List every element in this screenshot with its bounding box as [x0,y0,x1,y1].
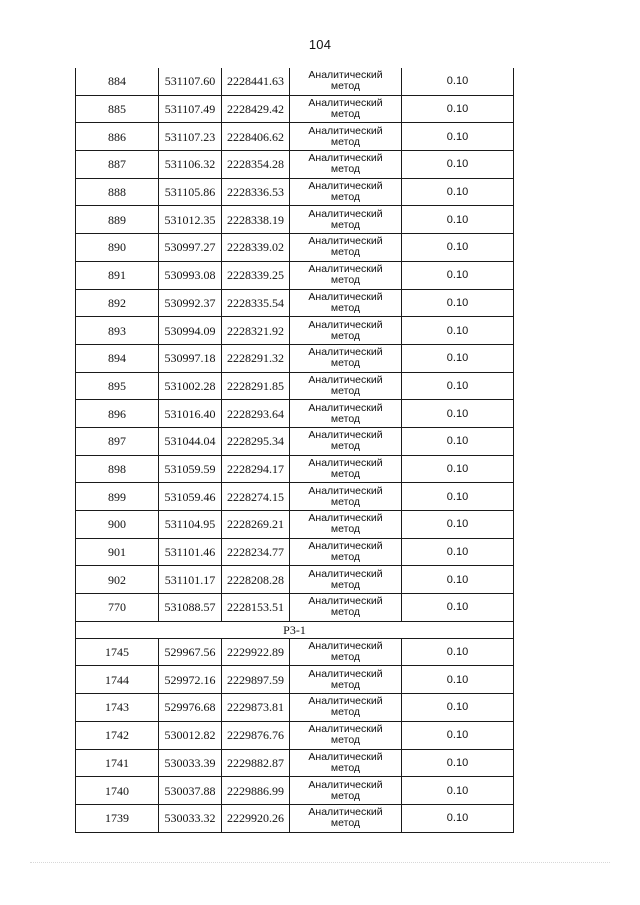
table-row [76,151,514,179]
table-row [76,804,514,832]
point-id-cell: 891 [76,261,159,289]
x-coordinate-cell: 531002.28 [159,372,222,400]
method-cell: Аналитический метод [290,261,402,289]
method-cell: Аналитический метод [290,427,402,455]
method-cell: Аналитический метод [290,749,402,777]
y-coordinate-cell: 2228335.54 [222,289,290,317]
method-cell: Аналитический метод [290,638,402,666]
y-coordinate-cell: 2228429.42 [222,95,290,123]
accuracy-cell: 0.10 [402,455,514,483]
table-row [76,95,514,123]
method-cell: Аналитический метод [290,95,402,123]
y-coordinate-cell: 2228153.51 [222,594,290,622]
accuracy-cell: 0.10 [402,234,514,262]
method-cell: Аналитический метод [290,455,402,483]
method-cell: Аналитический метод [290,234,402,262]
table-row [76,427,514,455]
accuracy-cell: 0.10 [402,427,514,455]
x-coordinate-cell: 531044.04 [159,427,222,455]
accuracy-cell: 0.10 [402,483,514,511]
y-coordinate-cell: 2229886.99 [222,777,290,805]
y-coordinate-cell: 2228291.85 [222,372,290,400]
y-coordinate-cell: 2228294.17 [222,455,290,483]
table-row [76,372,514,400]
y-coordinate-cell: 2228339.25 [222,261,290,289]
table-row [76,344,514,372]
y-coordinate-cell: 2229897.59 [222,666,290,694]
accuracy-cell: 0.10 [402,538,514,566]
point-id-cell: 897 [76,427,159,455]
point-id-cell: 892 [76,289,159,317]
x-coordinate-cell: 530033.39 [159,749,222,777]
point-id-cell: 895 [76,372,159,400]
table-row [76,638,514,666]
x-coordinate-cell: 531107.60 [159,68,222,95]
x-coordinate-cell: 531016.40 [159,400,222,428]
point-id-cell: 1742 [76,721,159,749]
coordinates-table-body [76,68,514,832]
accuracy-cell: 0.10 [402,178,514,206]
x-coordinate-cell: 531101.46 [159,538,222,566]
point-id-cell: 887 [76,151,159,179]
table-row [76,511,514,539]
point-id-cell: 896 [76,400,159,428]
method-cell: Аналитический метод [290,721,402,749]
point-id-cell: 886 [76,123,159,151]
y-coordinate-cell: 2228339.02 [222,234,290,262]
x-coordinate-cell: 531059.46 [159,483,222,511]
point-id-cell: 894 [76,344,159,372]
x-coordinate-cell: 529967.56 [159,638,222,666]
method-cell: Аналитический метод [290,151,402,179]
x-coordinate-cell: 530997.18 [159,344,222,372]
method-cell: Аналитический метод [290,804,402,832]
method-cell: Аналитический метод [290,178,402,206]
table-row [76,694,514,722]
y-coordinate-cell: 2228234.77 [222,538,290,566]
method-cell: Аналитический метод [290,206,402,234]
x-coordinate-cell: 530992.37 [159,289,222,317]
y-coordinate-cell: 2229876.76 [222,721,290,749]
point-id-cell: 1743 [76,694,159,722]
point-id-cell: 884 [76,68,159,95]
point-id-cell: 1740 [76,777,159,805]
page-number: 104 [308,37,332,52]
table-row [76,234,514,262]
point-id-cell: 1739 [76,804,159,832]
table-row [76,455,514,483]
x-coordinate-cell: 531104.95 [159,511,222,539]
x-coordinate-cell: 531106.32 [159,151,222,179]
x-coordinate-cell: 530012.82 [159,721,222,749]
accuracy-cell: 0.10 [402,344,514,372]
accuracy-cell: 0.10 [402,511,514,539]
method-cell: Аналитический метод [290,68,402,95]
table-row [76,68,514,95]
table-row [76,566,514,594]
method-cell: Аналитический метод [290,344,402,372]
y-coordinate-cell: 2229920.26 [222,804,290,832]
table-row [76,261,514,289]
table-row [76,483,514,511]
coordinates-table [75,68,514,833]
method-cell: Аналитический метод [290,694,402,722]
x-coordinate-cell: 531088.57 [159,594,222,622]
method-cell: Аналитический метод [290,483,402,511]
accuracy-cell: 0.10 [402,721,514,749]
y-coordinate-cell: 2229882.87 [222,749,290,777]
section-label: Р3-1 [76,621,514,638]
y-coordinate-cell: 2228208.28 [222,566,290,594]
x-coordinate-cell: 530033.32 [159,804,222,832]
y-coordinate-cell: 2228406.62 [222,123,290,151]
table-row [76,666,514,694]
x-coordinate-cell: 531105.86 [159,178,222,206]
x-coordinate-cell: 530037.88 [159,777,222,805]
method-cell: Аналитический метод [290,666,402,694]
accuracy-cell: 0.10 [402,666,514,694]
accuracy-cell: 0.10 [402,777,514,805]
method-cell: Аналитический метод [290,594,402,622]
x-coordinate-cell: 529972.16 [159,666,222,694]
x-coordinate-cell: 530993.08 [159,261,222,289]
accuracy-cell: 0.10 [402,151,514,179]
x-coordinate-cell: 531107.23 [159,123,222,151]
table-row [76,206,514,234]
point-id-cell: 770 [76,594,159,622]
method-cell: Аналитический метод [290,566,402,594]
table-row [76,594,514,622]
table-row [76,123,514,151]
y-coordinate-cell: 2228441.63 [222,68,290,95]
point-id-cell: 900 [76,511,159,539]
method-cell: Аналитический метод [290,123,402,151]
table-row [76,178,514,206]
y-coordinate-cell: 2228269.21 [222,511,290,539]
point-id-cell: 890 [76,234,159,262]
table-row [76,317,514,345]
x-coordinate-cell: 529976.68 [159,694,222,722]
point-id-cell: 899 [76,483,159,511]
accuracy-cell: 0.10 [402,804,514,832]
accuracy-cell: 0.10 [402,261,514,289]
method-cell: Аналитический метод [290,400,402,428]
accuracy-cell: 0.10 [402,206,514,234]
y-coordinate-cell: 2228293.64 [222,400,290,428]
point-id-cell: 889 [76,206,159,234]
accuracy-cell: 0.10 [402,694,514,722]
section-header-row [76,621,514,638]
y-coordinate-cell: 2228321.92 [222,317,290,345]
y-coordinate-cell: 2228354.28 [222,151,290,179]
table-row [76,538,514,566]
accuracy-cell: 0.10 [402,68,514,95]
point-id-cell: 902 [76,566,159,594]
point-id-cell: 901 [76,538,159,566]
y-coordinate-cell: 2228274.15 [222,483,290,511]
method-cell: Аналитический метод [290,289,402,317]
x-coordinate-cell: 531107.49 [159,95,222,123]
accuracy-cell: 0.10 [402,566,514,594]
table-row [76,749,514,777]
scan-artifact-line [30,862,610,867]
point-id-cell: 893 [76,317,159,345]
y-coordinate-cell: 2229873.81 [222,694,290,722]
x-coordinate-cell: 530997.27 [159,234,222,262]
x-coordinate-cell: 531012.35 [159,206,222,234]
method-cell: Аналитический метод [290,777,402,805]
method-cell: Аналитический метод [290,372,402,400]
point-id-cell: 1744 [76,666,159,694]
accuracy-cell: 0.10 [402,95,514,123]
y-coordinate-cell: 2228295.34 [222,427,290,455]
point-id-cell: 898 [76,455,159,483]
y-coordinate-cell: 2228291.32 [222,344,290,372]
accuracy-cell: 0.10 [402,289,514,317]
method-cell: Аналитический метод [290,511,402,539]
y-coordinate-cell: 2229922.89 [222,638,290,666]
point-id-cell: 885 [76,95,159,123]
point-id-cell: 1741 [76,749,159,777]
x-coordinate-cell: 531059.59 [159,455,222,483]
accuracy-cell: 0.10 [402,372,514,400]
accuracy-cell: 0.10 [402,638,514,666]
x-coordinate-cell: 531101.17 [159,566,222,594]
x-coordinate-cell: 530994.09 [159,317,222,345]
y-coordinate-cell: 2228338.19 [222,206,290,234]
table-row [76,721,514,749]
accuracy-cell: 0.10 [402,123,514,151]
table-row [76,400,514,428]
y-coordinate-cell: 2228336.53 [222,178,290,206]
accuracy-cell: 0.10 [402,317,514,345]
accuracy-cell: 0.10 [402,400,514,428]
table-row [76,289,514,317]
accuracy-cell: 0.10 [402,594,514,622]
method-cell: Аналитический метод [290,538,402,566]
accuracy-cell: 0.10 [402,749,514,777]
point-id-cell: 888 [76,178,159,206]
method-cell: Аналитический метод [290,317,402,345]
table-row [76,777,514,805]
point-id-cell: 1745 [76,638,159,666]
